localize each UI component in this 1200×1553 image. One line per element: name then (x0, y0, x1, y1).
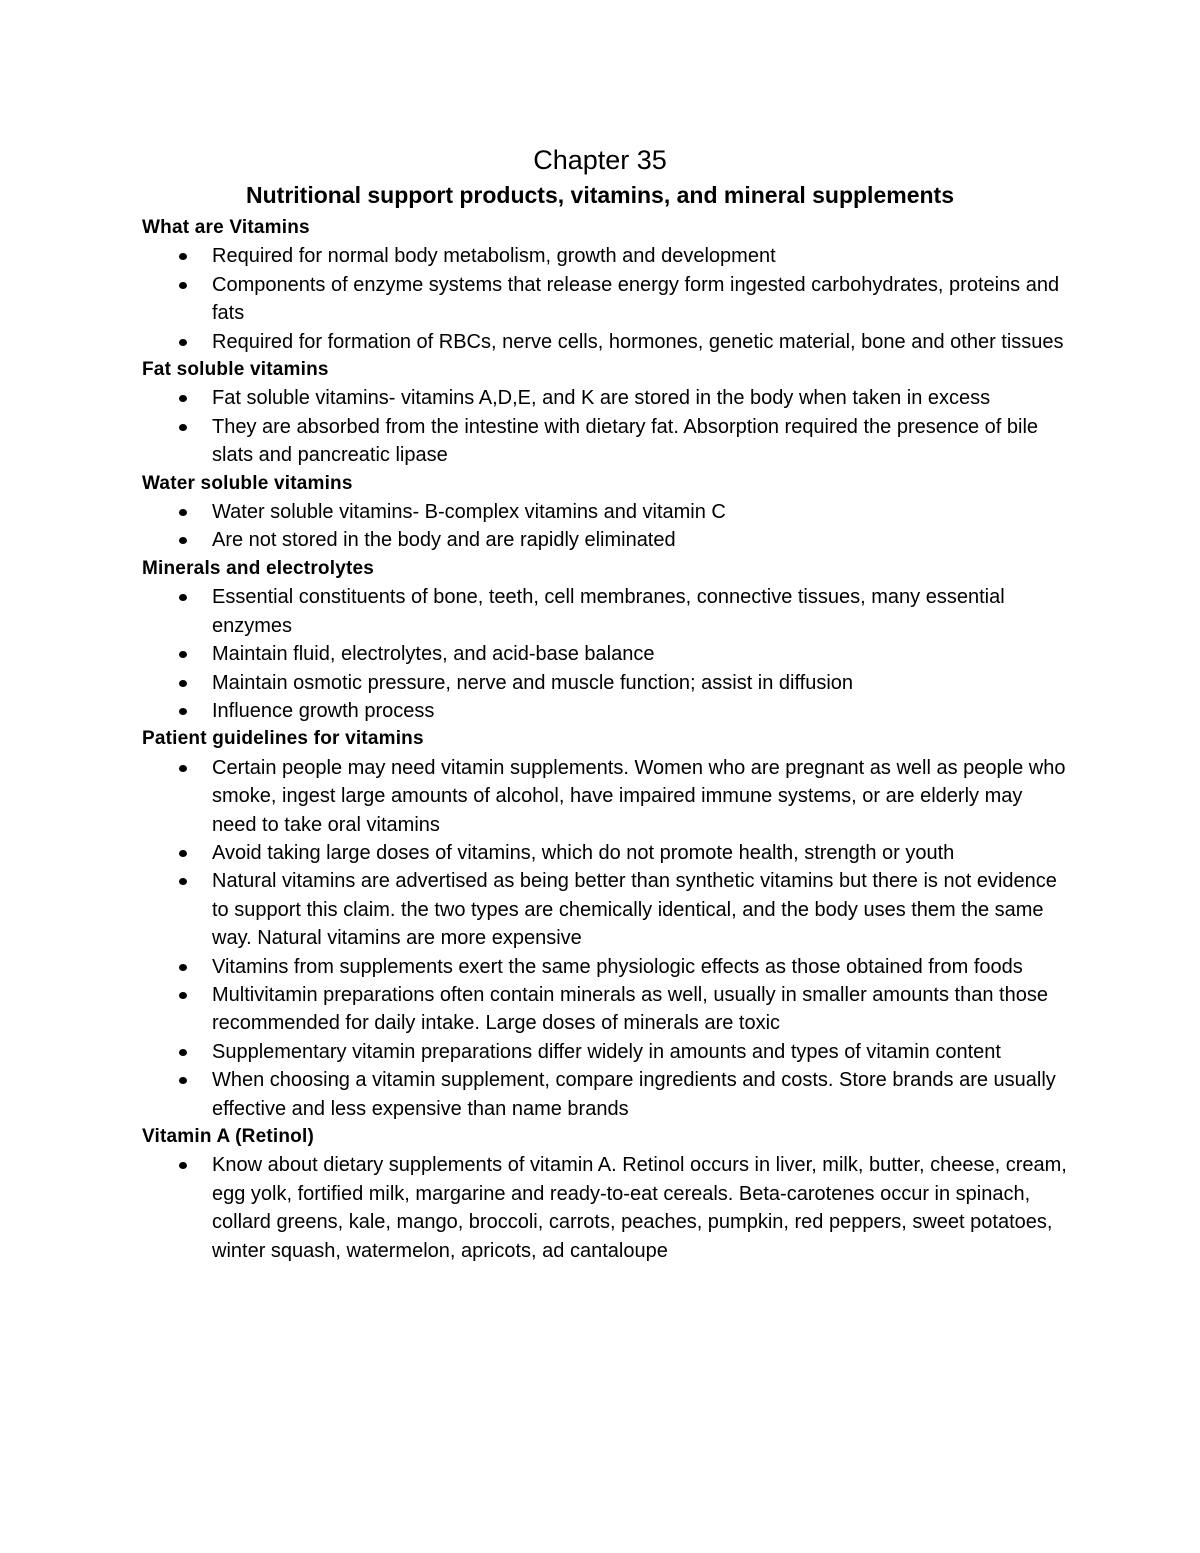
section-heading: Fat soluble vitamins (142, 359, 329, 381)
list-item (142, 754, 1072, 839)
bullet-dot-icon (179, 878, 187, 885)
list-item (142, 328, 1072, 356)
list-item (142, 640, 1072, 668)
bullet-dot-icon (179, 1162, 187, 1169)
list-item (142, 669, 1072, 697)
list-item-text: Water soluble vitamins- B-complex vitamins and vitamin C (212, 501, 726, 524)
list-item (142, 271, 1072, 328)
list-item (142, 953, 1072, 981)
list-item (142, 1038, 1072, 1066)
list-item-text: Influence growth process (212, 699, 435, 722)
document-body (142, 214, 1072, 1265)
bullet-dot-icon (179, 1049, 187, 1056)
list-item-text: Know about dietary supplements of vitamin A. Retinol occurs in liver, milk, butter, cheese, cream, egg yolk, fortified milk, margarine and ready-to-eat cereals. Beta-carotenes occur in spinach, collard greens, kale, mango, broccoli, carrots, peaches, pumpkin, red peppers, sweet potatoes, winter squash, watermelon, apricots, ad cantaloupe (212, 1154, 1067, 1262)
list-item-text: Are not stored in the body and are rapidly eliminated (212, 529, 676, 552)
bullet-dot-icon (179, 339, 187, 346)
bullet-list (142, 754, 1072, 1123)
list-item (142, 1151, 1072, 1265)
list-item-text: Required for normal body metabolism, growth and development (212, 245, 776, 268)
bullet-dot-icon (179, 253, 187, 260)
chapter-title: Chapter 35 (533, 145, 667, 175)
bullet-dot-icon (179, 424, 187, 431)
section-heading: What are Vitamins (142, 217, 310, 238)
bullet-list (142, 242, 1072, 356)
list-item-text: When choosing a vitamin supplement, compare ingredients and costs. Store brands are usually effective and less expensive than name brands (212, 1069, 1056, 1120)
bullet-dot-icon (179, 537, 187, 544)
list-item-text: Essential constituents of bone, teeth, cell membranes, connective tissues, many essential enzymes (212, 586, 1005, 637)
bullet-dot-icon (179, 282, 187, 289)
list-item-text: Maintain osmotic pressure, nerve and muscle function; assist in diffusion (212, 671, 854, 694)
bullet-dot-icon (179, 850, 187, 857)
bullet-dot-icon (179, 1077, 187, 1084)
list-item-text: Supplementary vitamin preparations differ widely in amounts and types of vitamin content (212, 1040, 1001, 1063)
list-item (142, 384, 1072, 412)
list-item (142, 583, 1072, 640)
list-item-text: Components of enzyme systems that release energy form ingested carbohydrates, proteins and fats (212, 273, 1060, 325)
list-item (142, 1066, 1072, 1123)
list-item-text: Certain people may need vitamin supplements. Women who are pregnant as well as people who smoke, ingest large amounts of alcohol, have impaired immune systems, or are elderly may need to take oral vitamins (212, 756, 1066, 836)
list-item (142, 242, 1072, 270)
bullet-dot-icon (179, 765, 187, 772)
section-heading: Patient guidelines for vitamins (142, 728, 424, 750)
list-item (142, 867, 1072, 952)
bullet-dot-icon (179, 509, 187, 516)
list-item (142, 526, 1072, 554)
chapter-subtitle: Nutritional support products, vitamins, and mineral supplements (246, 182, 954, 208)
bullet-list (142, 583, 1072, 725)
bullet-dot-icon (179, 395, 187, 402)
bullet-dot-icon (179, 594, 187, 601)
section-heading: Vitamin A (Retinol) (142, 1126, 314, 1147)
list-item (142, 697, 1072, 725)
list-item-text: They are absorbed from the intestine with dietary fat. Absorption required the presence of bile slats and pancreatic lipase (212, 415, 1039, 467)
bullet-list (142, 1151, 1072, 1265)
list-item-text: Required for formation of RBCs, nerve cells, hormones, genetic material, bone and other tissues (212, 330, 1064, 353)
list-item (142, 498, 1072, 526)
bullet-dot-icon (179, 708, 187, 715)
list-item-text: Avoid taking large doses of vitamins, which do not promote health, strength or youth (212, 841, 955, 864)
bullet-dot-icon (179, 992, 187, 999)
bullet-dot-icon (179, 651, 187, 658)
bullet-list (142, 498, 1072, 555)
bullet-list (142, 384, 1072, 469)
list-item (142, 839, 1072, 867)
list-item (142, 981, 1072, 1038)
bullet-dot-icon (179, 680, 187, 687)
list-item-text: Vitamins from supplements exert the same physiologic effects as those obtained from foods (212, 955, 1023, 978)
list-item-text: Multivitamin preparations often contain minerals as well, usually in smaller amounts than those recommended for daily intake. Large doses of minerals are toxic (212, 983, 1048, 1035)
bullet-dot-icon (179, 964, 187, 971)
section-heading: Water soluble vitamins (142, 472, 353, 494)
list-item-text: Maintain fluid, electrolytes, and acid-base balance (212, 643, 655, 666)
list-item-text: Natural vitamins are advertised as being better than synthetic vitamins but there is not evidence to support this claim. the two types are chemically identical, and the body uses them the same way. Natural vitamins are more expensive (212, 870, 1057, 950)
section-heading: Minerals and electrolytes (142, 557, 375, 579)
list-item (142, 413, 1072, 470)
list-item-text: Fat soluble vitamins- vitamins A,D,E, and K are stored in the body when taken in excess (212, 387, 991, 410)
